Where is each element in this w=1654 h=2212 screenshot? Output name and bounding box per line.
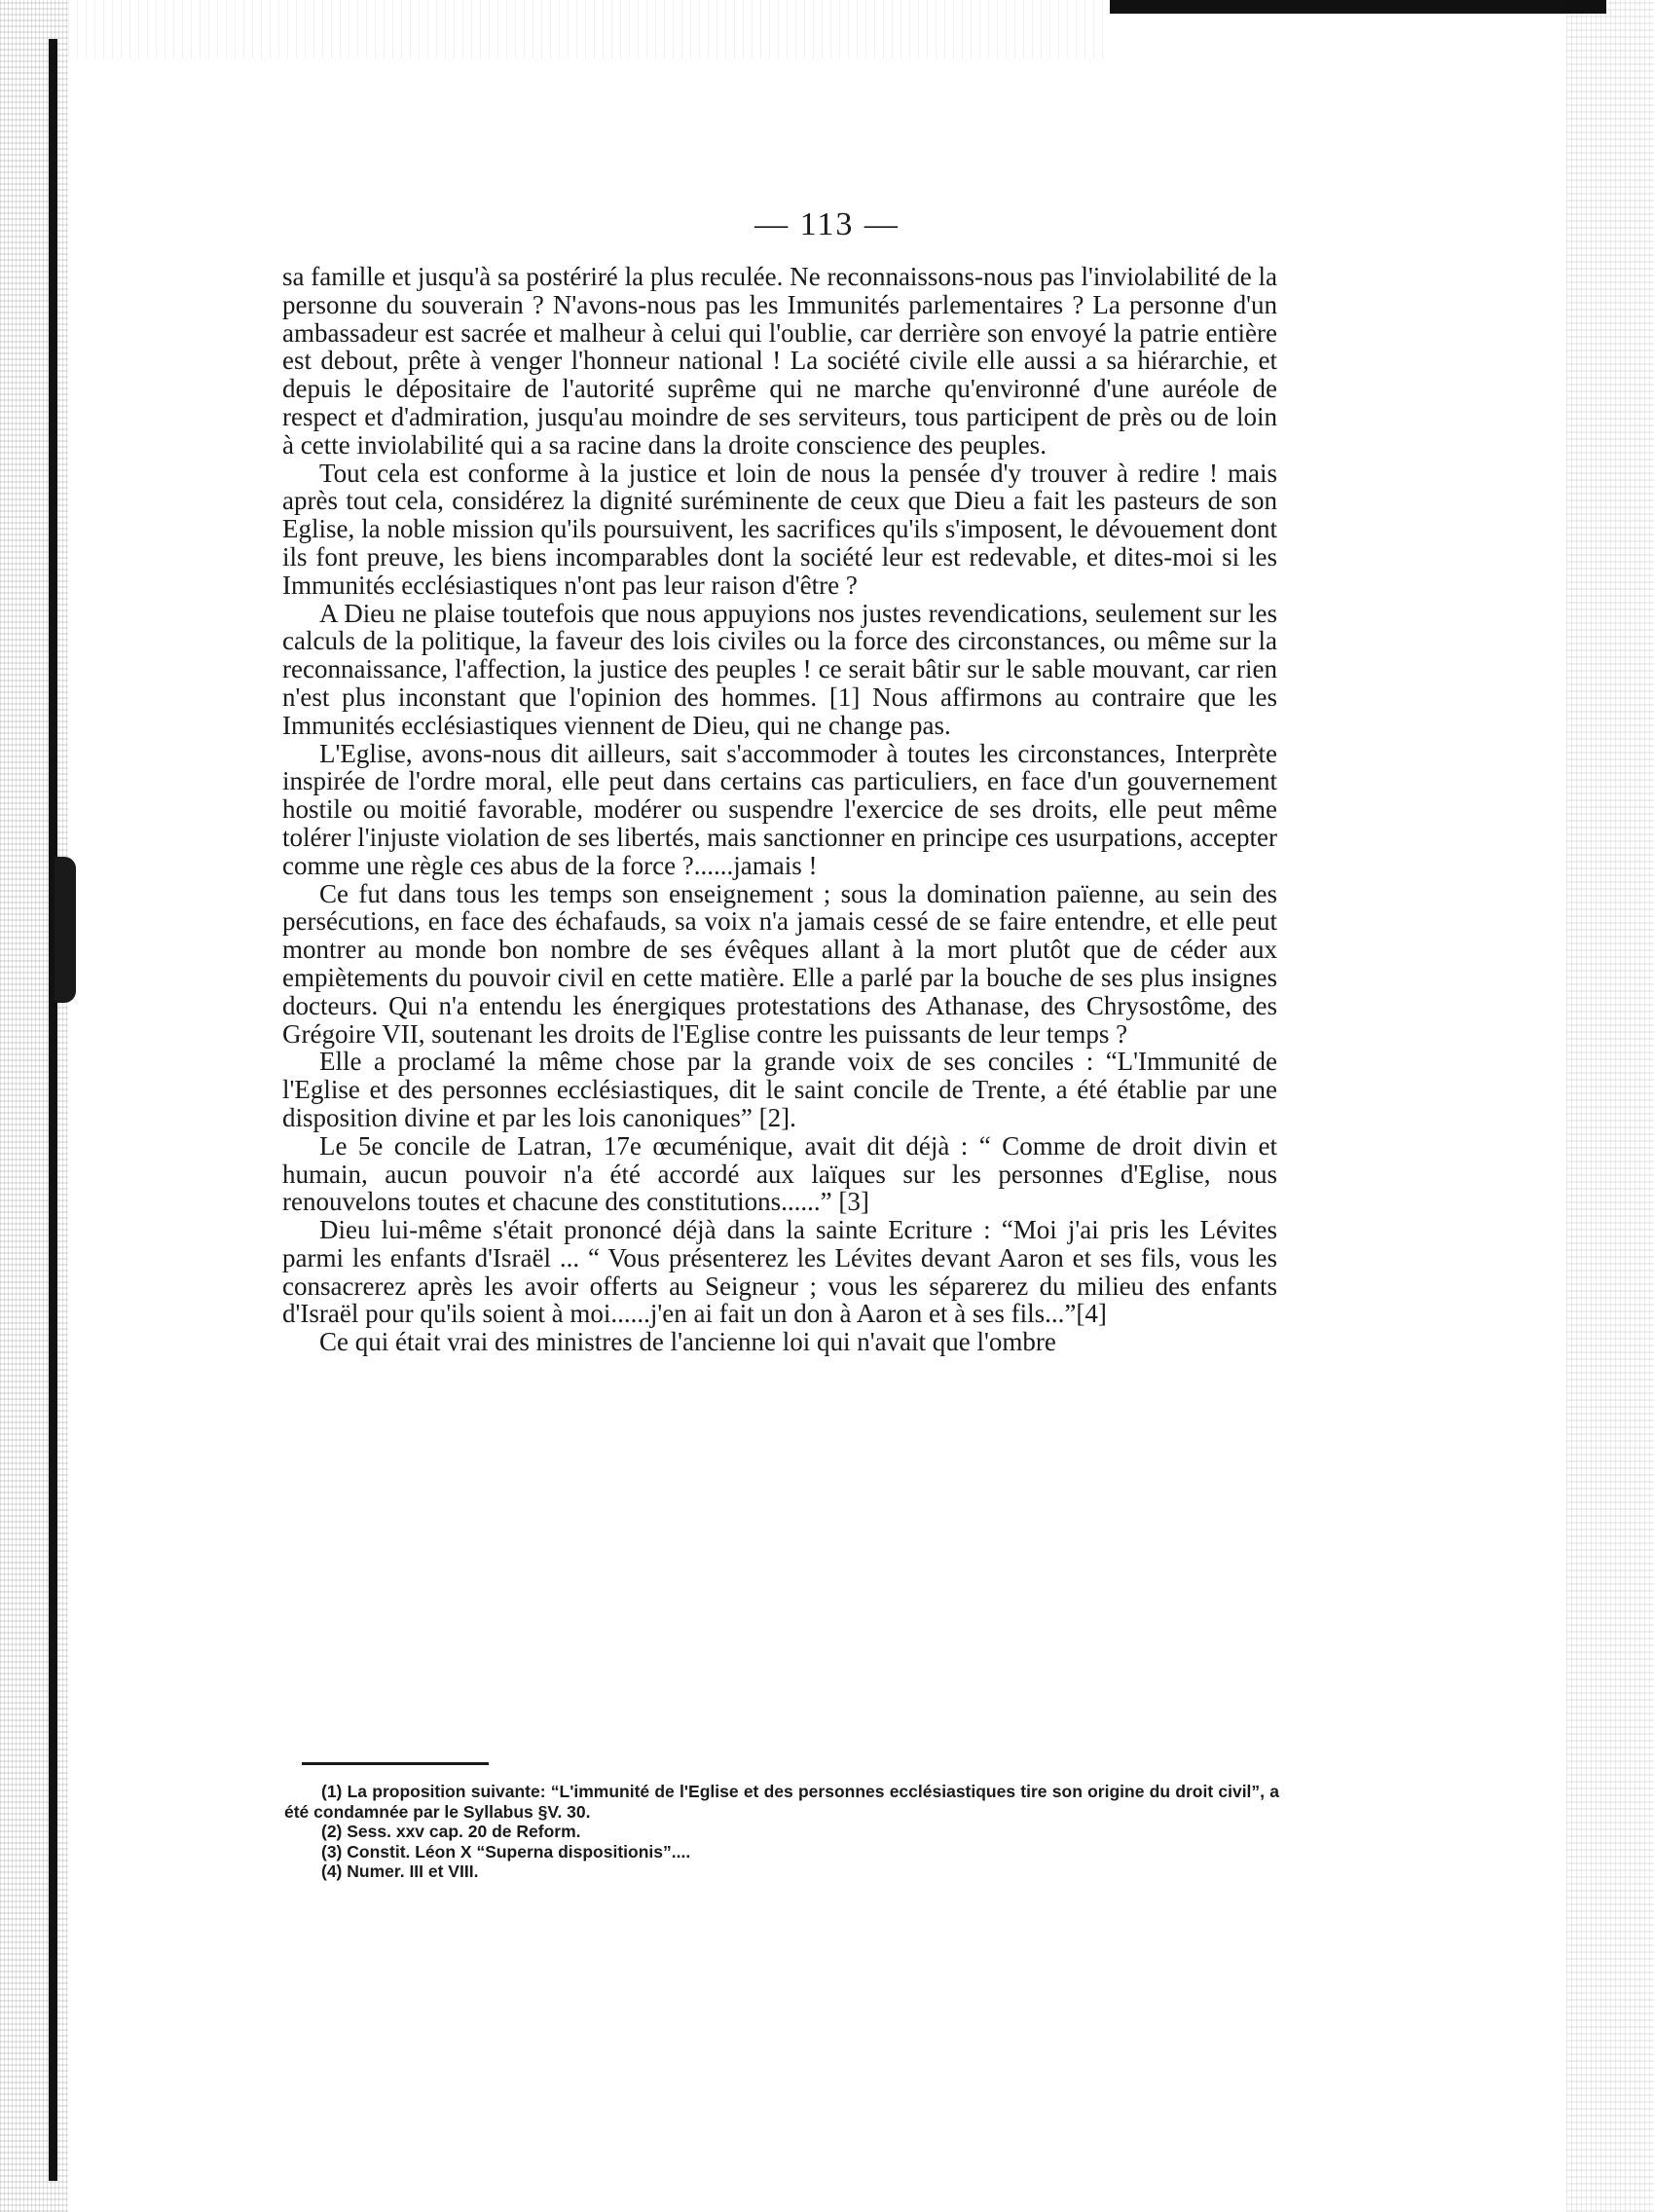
footnote: (1) La proposition suivante: “L'immunité de l'Eglise et des personnes ecclésiastiques tire son origine du droit civil”, a été condamnée par le Syllabus §V. 30. [284, 1782, 1279, 1822]
binding-tear-mark [55, 857, 76, 1003]
scan-noise-left-margin [0, 0, 68, 2212]
footnote: (3) Constit. Léon X “Superna dispositionis”.... [321, 1841, 691, 1862]
paragraph: Tout cela est conforme à la justice et loin de nous la pensée d'y trouver à redire ! mais après tout cela, considérez la dignité suréminente de ceux que Dieu a fait les pasteurs de son Eglise, la noble mission qu'ils poursuivent, les sacrifices qu'ils s'imposent, le dévouement dont ils font preuve, les biens incomparables dont la société leur est redevable, et dites-moi si les Immunités ecclésiastiques n'ont pas leur raison d'être ? [282, 458, 1277, 600]
paragraph: Dieu lui-même s'était prononcé déjà dans la sainte Ecriture : “Moi j'ai pris les Lévites parmi les enfants d'Israël ... “ Vous présenterez les Lévites devant Aaron et ses fils, vous les consacrerez après les avoir offerts au Seigneur ; vous les séparerez du milieu des enfants d'Israël pour qu'ils soient à moi......j'en ai fait un don à Aaron et à ses fils...”[4] [282, 1215, 1277, 1329]
paragraph: Elle a proclamé la même chose par la grande voix de ses conciles : “L'Immunité de l'Eglise et des personnes ecclésiastiques, dit le saint concile de Trente, a été établie par une disposition divine et par les lois canoniques” [2]. [282, 1047, 1277, 1132]
paragraph: sa famille et jusqu'à sa postériré la plus reculée. Ne reconnaissons-nous pas l'inviolabilité de la personne du souverain ? N'avons-nous pas les Immunités parlementaires ? La personne d'un ambassadeur est sacrée et malheur à celui qui l'oublie, car derrière son envoyé la patrie entière est debout, prête à venger l'honneur national ! La société civile elle aussi a sa hiérarchie, et depuis le dépositaire de l'autorité suprême qui ne marche qu'environné d'une auréole de respect et d'admiration, jusqu'au moindre de ses serviteurs, tous participent de près ou de loin à cette inviolabilité qui a sa racine dans la droite conscience des peuples. [282, 262, 1277, 460]
paragraph: A Dieu ne plaise toutefois que nous appuyions nos justes revendications, seulement sur les calculs de la politique, la faveur des lois civiles ou la force des circonstances, ou même sur la reconnaissance, l'affection, la justice des peuples ! ce serait bâtir sur le sable mouvant, car rien n'est plus inconstant que l'opinion des hommes. [1] Nous affirmons au contraire que les Immunités ecclésiastiques viennent de Dieu, qui ne change pas. [282, 598, 1277, 740]
footnote-separator [302, 1762, 489, 1765]
scan-noise-top [68, 0, 1110, 58]
paragraph: Ce fut dans tous les temps son enseignement ; sous la domination païenne, au sein des persécutions, en face des échafauds, sa voix n'a jamais cessé de se faire entendre, et elle peut montrer au monde bon nombre de ses évêques allant à la mort plutôt que de céder aux empiètements du pouvoir civil en cette matière. Elle a parlé par la bouche de ses plus insignes docteurs. Qui n'a entendu les énergiques protestations des Athanase, des Chrysostôme, des Grégoire VII, soutenant les droits de l'Eglise contre les puissants de leur temps ? [282, 878, 1277, 1049]
paragraph: Ce qui était vrai des ministres de l'ancienne loi qui n'avait que l'ombre [319, 1327, 1056, 1357]
paragraph: Le 5e concile de Latran, 17e œcuménique, avait dit déjà : “ Comme de droit divin et humain, aucun pouvoir n'a été accordé aux laïques sur les personnes d'Eglise, nous renouvelons toutes et chacune des constitutions......” [3] [282, 1130, 1277, 1217]
scan-noise-right-margin [1566, 0, 1654, 2212]
page-number: — 113 — [754, 206, 900, 242]
paragraph: L'Eglise, avons-nous dit ailleurs, sait s'accommoder à toutes les circonstances, Interprète inspirée de l'ordre moral, elle peut dans certains cas particuliers, en face d'un gouvernement hostile ou moitié favorable, modérer ou suspendre l'exercice de ses droits, elle peut même tolérer l'injuste violation de ses libertés, mais sanctionner en principe ces usurpations, accepter comme une règle ces abus de la force ?......jamais ! [282, 738, 1277, 880]
footnote: (4) Numer. III et VIII. [321, 1862, 479, 1881]
footnotes [284, 1782, 1279, 1882]
body-text [282, 263, 1277, 1356]
scan-top-rule [1110, 0, 1606, 14]
book-binding-edge [49, 39, 57, 2181]
footnote: (2) Sess. xxv cap. 20 de Reform. [321, 1822, 581, 1841]
